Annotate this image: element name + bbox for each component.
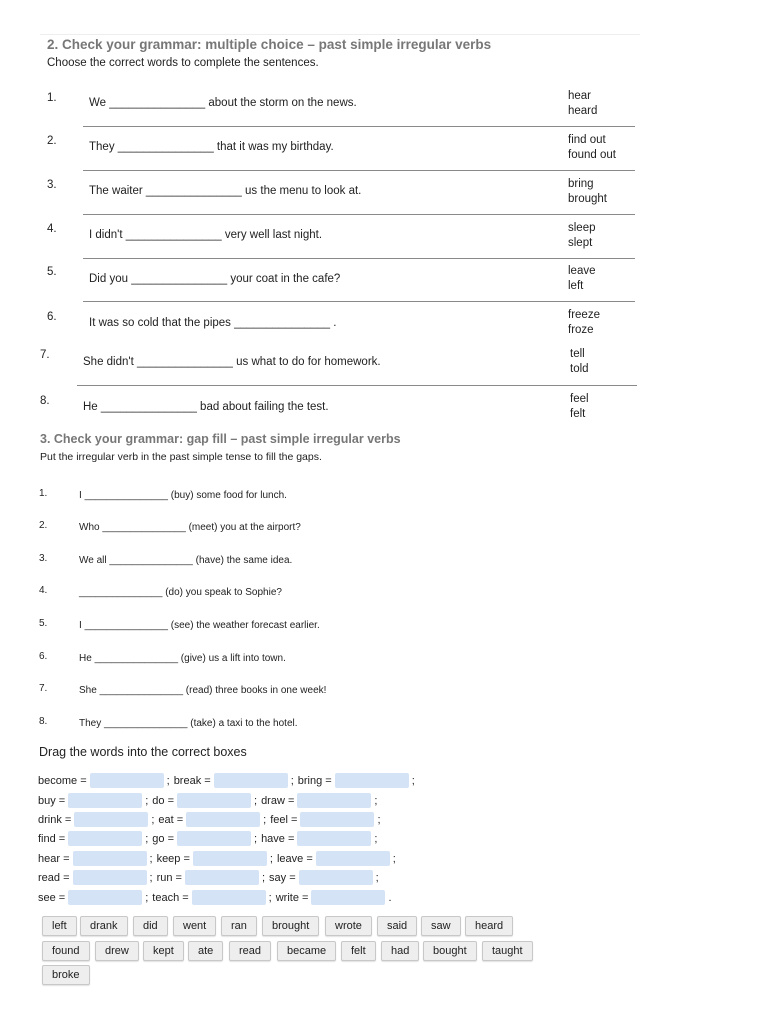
item-number: 5.: [39, 618, 48, 629]
answer-blank[interactable]: _______________: [79, 587, 163, 598]
verb-label: run =: [156, 871, 182, 884]
sentence: [79, 555, 292, 566]
row-divider: [83, 126, 635, 127]
sentence-start: The waiter: [89, 185, 143, 197]
answer-options: [568, 177, 607, 207]
sentence-start: Did you: [89, 273, 128, 285]
answer-blank[interactable]: _______________: [99, 685, 184, 696]
word-chip[interactable]: kept: [143, 941, 184, 961]
option-b[interactable]: heard: [568, 105, 598, 117]
sentence: [89, 141, 334, 153]
verb-label: become =: [38, 774, 87, 787]
sentence-end: us the menu to look at.: [245, 185, 362, 197]
separator: ;: [145, 832, 149, 845]
verb-label: buy =: [38, 794, 66, 807]
item-number: 5.: [47, 266, 57, 278]
verb-label: say =: [269, 871, 296, 884]
verb-label: keep =: [156, 852, 190, 865]
drop-box[interactable]: [299, 870, 373, 885]
sentence: [79, 685, 326, 696]
option-b[interactable]: froze: [568, 324, 594, 336]
item-number: 7.: [39, 683, 48, 694]
item-number: 3.: [47, 179, 57, 191]
drop-box[interactable]: [177, 831, 251, 846]
option-b[interactable]: told: [570, 363, 589, 375]
sentence: [89, 97, 357, 109]
drop-box[interactable]: [90, 773, 164, 788]
word-chip[interactable]: left: [42, 916, 77, 936]
section2-title: 2. Check your grammar: multiple choice – past simple irregular verbs: [47, 37, 492, 52]
sentence-end: about the storm on the news.: [208, 97, 357, 109]
word-chip[interactable]: drank: [80, 916, 128, 936]
sentence-end: (have) the same idea.: [195, 555, 293, 566]
word-chip[interactable]: said: [377, 916, 417, 936]
separator: ;: [151, 813, 155, 826]
option-b[interactable]: left: [568, 280, 584, 292]
drop-box[interactable]: [68, 793, 142, 808]
drop-box[interactable]: [186, 812, 260, 827]
sentence-end: your coat in the cafe?: [230, 273, 341, 285]
word-chip[interactable]: drew: [95, 941, 139, 961]
option-a[interactable]: freeze: [568, 309, 600, 321]
sentence-start: We: [89, 97, 107, 109]
answer-blank[interactable]: _______________: [117, 141, 214, 153]
answer-blank[interactable]: _______________: [137, 356, 233, 368]
sentence: [89, 229, 322, 241]
verb-label: do =: [152, 794, 174, 807]
item-number: 3.: [39, 553, 48, 564]
sentence: [79, 490, 287, 501]
word-chip[interactable]: ran: [221, 916, 257, 936]
item-number: 1.: [39, 488, 48, 499]
separator: ;: [374, 832, 378, 845]
separator: .: [388, 891, 392, 904]
word-chip[interactable]: wrote: [325, 916, 372, 936]
item-number: 4.: [47, 223, 57, 235]
option-b[interactable]: found out: [568, 149, 616, 161]
answer-options: [568, 221, 596, 251]
sentence-start: He: [79, 653, 92, 664]
sentence-end: us what to do for homework.: [236, 356, 381, 368]
verb-label: drink =: [38, 813, 72, 826]
word-chip[interactable]: ate: [188, 941, 223, 961]
separator: ;: [254, 832, 258, 845]
separator: ;: [290, 774, 294, 787]
sentence: [89, 317, 336, 329]
word-chip[interactable]: broke: [42, 965, 90, 985]
separator: ;: [166, 774, 170, 787]
sentence: [89, 185, 361, 197]
separator: ;: [261, 871, 266, 884]
word-chip[interactable]: brought: [262, 916, 319, 936]
word-chip[interactable]: did: [133, 916, 168, 936]
sentence: [83, 356, 381, 368]
sentence-start: I didn't: [89, 229, 123, 241]
drop-box[interactable]: [311, 890, 385, 905]
sentence-start: They: [89, 141, 115, 153]
drop-box[interactable]: [74, 812, 148, 827]
verb-label: bring =: [297, 774, 332, 787]
drop-box[interactable]: [297, 831, 371, 846]
option-a[interactable]: bring: [568, 178, 594, 190]
separator: ;: [145, 891, 149, 904]
drop-box[interactable]: [185, 870, 259, 885]
match-row: [38, 830, 381, 847]
sentence-end: (meet) you at the airport?: [188, 522, 301, 533]
separator: ;: [145, 794, 149, 807]
sentence: [79, 718, 298, 729]
sentence: [79, 620, 320, 631]
answer-blank[interactable]: _______________: [102, 522, 186, 533]
item-number: 6.: [47, 311, 57, 323]
answer-options: [570, 392, 589, 422]
verb-label: have =: [261, 832, 295, 845]
answer-blank[interactable]: _______________: [100, 401, 197, 413]
row-divider: [83, 301, 635, 302]
row-divider: [77, 385, 637, 386]
sentence-start: They: [79, 718, 102, 729]
drop-box[interactable]: [177, 793, 251, 808]
drop-box[interactable]: [68, 831, 142, 846]
verb-label: write =: [275, 891, 309, 904]
verb-label: read =: [38, 871, 70, 884]
option-a[interactable]: hear: [568, 90, 592, 102]
separator: ;: [377, 813, 381, 826]
match-row: [38, 792, 381, 809]
option-a[interactable]: sleep: [568, 222, 596, 234]
item-number: 8.: [40, 395, 50, 407]
word-chip[interactable]: became: [277, 941, 336, 961]
sentence: [79, 587, 282, 598]
drop-box[interactable]: [192, 890, 266, 905]
sentence-end: very well last night.: [224, 229, 323, 241]
answer-blank[interactable]: _______________: [84, 490, 168, 501]
verb-label: see =: [38, 891, 66, 904]
separator: ;: [268, 891, 272, 904]
section2-instruction: Choose the correct words to complete the sentences.: [47, 57, 319, 69]
answer-options: [568, 264, 596, 294]
answer-blank[interactable]: _______________: [131, 273, 228, 285]
sentence-start: We all: [79, 555, 107, 566]
sentence: [79, 653, 286, 664]
word-chip[interactable]: bought: [423, 941, 477, 961]
verb-label: leave =: [276, 852, 313, 865]
answer-options: [570, 347, 589, 377]
sentence-start: Who: [79, 522, 100, 533]
drop-box[interactable]: [316, 851, 390, 866]
sentence-end: (take) a taxi to the hotel.: [190, 718, 298, 729]
sentence-start: I: [79, 490, 82, 501]
item-number: 8.: [39, 716, 48, 727]
verb-label: break =: [173, 774, 211, 787]
option-b[interactable]: brought: [568, 193, 608, 205]
answer-options: [568, 89, 597, 119]
option-a[interactable]: find out: [568, 134, 606, 146]
section3-title: 3. Check your grammar: gap fill – past simple irregular verbs: [40, 432, 401, 446]
drag-title: Drag the words into the correct boxes: [39, 745, 247, 759]
option-b[interactable]: slept: [568, 237, 593, 249]
sentence: [83, 401, 329, 413]
option-a[interactable]: leave: [568, 265, 596, 277]
word-chip[interactable]: had: [381, 941, 419, 961]
verb-label: hear =: [38, 852, 70, 865]
drop-box[interactable]: [300, 812, 374, 827]
sentence-start: It was so cold that the pipes: [89, 317, 231, 329]
word-chip[interactable]: heard: [465, 916, 513, 936]
row-divider: [83, 214, 635, 215]
item-number: 2.: [39, 520, 48, 531]
sentence-end: (buy) some food for lunch.: [170, 490, 287, 501]
option-a[interactable]: feel: [570, 393, 589, 405]
separator: ;: [254, 794, 258, 807]
sentence-end: .: [333, 317, 337, 329]
word-chip[interactable]: went: [173, 916, 216, 936]
answer-blank[interactable]: _______________: [125, 229, 222, 241]
item-number: 1.: [47, 92, 57, 104]
sentence-end: (read) three books in one week!: [185, 685, 327, 696]
drop-box[interactable]: [297, 793, 371, 808]
separator: ;: [375, 871, 379, 884]
verb-label: draw =: [261, 794, 295, 807]
verb-label: teach =: [152, 891, 189, 904]
answer-blank[interactable]: _______________: [84, 620, 168, 631]
word-chip[interactable]: read: [229, 941, 271, 961]
match-row: [38, 772, 419, 789]
word-chip[interactable]: felt: [341, 941, 376, 961]
sentence-start: She: [79, 685, 97, 696]
answer-blank[interactable]: _______________: [145, 185, 242, 197]
verb-label: find =: [38, 832, 66, 845]
drop-box[interactable]: [68, 890, 142, 905]
separator: ;: [149, 871, 153, 884]
match-row: [38, 889, 396, 906]
match-row: [38, 869, 383, 886]
verb-label: go =: [152, 832, 174, 845]
option-b[interactable]: felt: [570, 408, 586, 420]
sentence-start: He: [83, 401, 98, 413]
sentence: [79, 522, 301, 533]
answer-blank[interactable]: _______________: [109, 555, 193, 566]
separator: ;: [263, 813, 267, 826]
answer-blank[interactable]: _______________: [234, 317, 331, 329]
answer-options: [568, 308, 600, 338]
option-a[interactable]: tell: [570, 348, 585, 360]
separator: ;: [392, 852, 396, 865]
item-number: 4.: [39, 585, 48, 596]
separator: ;: [374, 794, 378, 807]
word-chip[interactable]: saw: [421, 916, 461, 936]
row-divider: [83, 170, 635, 171]
match-row: [38, 811, 385, 828]
separator: ;: [269, 852, 273, 865]
drop-box[interactable]: [214, 773, 288, 788]
item-number: 6.: [39, 651, 48, 662]
item-number: 7.: [40, 349, 50, 361]
answer-blank[interactable]: _______________: [109, 97, 206, 109]
top-divider: [40, 34, 640, 35]
word-chip[interactable]: found: [42, 941, 90, 961]
row-divider: [83, 258, 635, 259]
answer-options: [568, 133, 616, 163]
drop-box[interactable]: [335, 773, 409, 788]
item-number: 2.: [47, 135, 57, 147]
section3-instruction: Put the irregular verb in the past simple tense to fill the gaps.: [40, 451, 322, 463]
verb-label: feel =: [270, 813, 298, 826]
verb-label: eat =: [158, 813, 184, 826]
sentence-start: She didn't: [83, 356, 134, 368]
sentence-end: (see) the weather forecast earlier.: [170, 620, 320, 631]
sentence-end: that it was my birthday.: [216, 141, 334, 153]
drop-box[interactable]: [73, 851, 147, 866]
drop-box[interactable]: [73, 870, 147, 885]
separator: ;: [411, 774, 415, 787]
sentence-end: (do) you speak to Sophie?: [165, 587, 282, 598]
answer-blank[interactable]: _______________: [94, 653, 179, 664]
sentence-start: I: [79, 620, 82, 631]
sentence-end: bad about failing the test.: [200, 401, 329, 413]
word-chip[interactable]: taught: [482, 941, 533, 961]
sentence: [89, 273, 340, 285]
separator: ;: [149, 852, 153, 865]
sentence-end: (give) us a lift into town.: [180, 653, 286, 664]
drop-box[interactable]: [193, 851, 267, 866]
match-row: [38, 850, 400, 867]
answer-blank[interactable]: _______________: [104, 718, 188, 729]
